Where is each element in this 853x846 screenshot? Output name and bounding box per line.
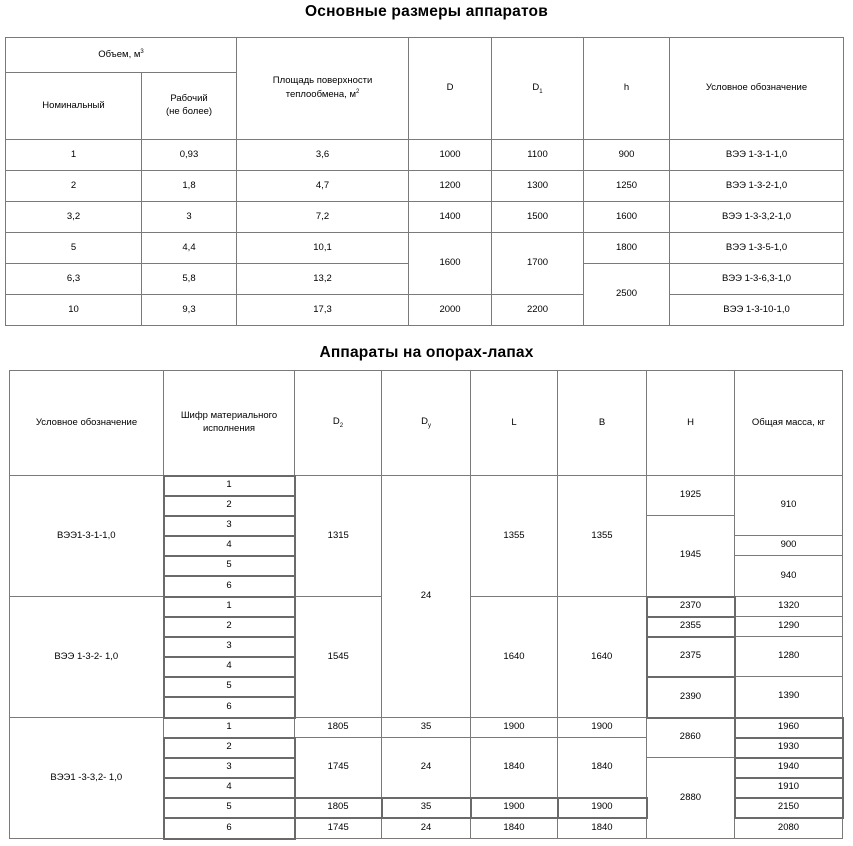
group-designation: ВЭЭ1-3-1-1,0 (10, 476, 164, 597)
table-cell: ВЭЭ 1-3-6,3-1,0 (670, 264, 844, 295)
table-cell: 1390 (735, 677, 843, 718)
table-cell: 10,1 (237, 233, 409, 264)
table-cell: 1840 (558, 738, 647, 798)
working-header: Рабочий (не более) (142, 73, 237, 140)
table-cell: 1805 (295, 798, 382, 818)
table-cell: 900 (735, 536, 843, 556)
table-cell: 1930 (735, 738, 843, 758)
table-cell: 1745 (295, 818, 382, 839)
code-cell: 6 (164, 818, 295, 839)
table1-title: Основные размеры аппаратов (305, 3, 548, 20)
table-cell: 1250 (584, 171, 670, 202)
table-cell: 2500 (584, 264, 670, 326)
mass-header: Общая масса, кг (735, 371, 843, 476)
table-cell: 13,2 (237, 264, 409, 295)
table-cell: 2355 (647, 617, 735, 637)
table-cell: 1745 (295, 738, 382, 798)
table-cell: 910 (735, 476, 843, 536)
table-cell: 2880 (647, 758, 735, 839)
table-cell: 1840 (471, 818, 558, 839)
table-cell: 24 (382, 818, 471, 839)
table-cell: 24 (382, 738, 471, 798)
dimensions-table (5, 37, 844, 326)
d2-header: $D_2$ (295, 371, 382, 476)
table-cell: 2150 (735, 798, 843, 818)
table-cell: 1100 (492, 140, 584, 171)
table-cell: 7,2 (237, 202, 409, 233)
table-cell: 2200 (492, 295, 584, 326)
h-header: h (584, 38, 670, 140)
table-cell: 1280 (735, 637, 843, 677)
table-cell: 1315 (295, 476, 382, 597)
table-cell: 1300 (492, 171, 584, 202)
table-cell: 1940 (735, 758, 843, 778)
table-cell: 1 (6, 140, 142, 171)
designation-header: Условное обозначение (670, 38, 844, 140)
code-cell: 3 (164, 637, 295, 657)
table-cell: 1900 (558, 718, 647, 738)
table-cell: 24 (382, 476, 471, 718)
table-cell: ВЭЭ 1-3-10-1,0 (670, 295, 844, 326)
table-cell: 1640 (558, 597, 647, 718)
code-cell: 5 (164, 677, 295, 697)
table-cell: 4,4 (142, 233, 237, 264)
table-cell: ВЭЭ 1-3-1-1,0 (670, 140, 844, 171)
table-cell: 35 (382, 798, 471, 818)
code-cell: 2 (164, 617, 295, 637)
d1-header: $D_1$ (492, 38, 584, 140)
code-cell: 6 (164, 697, 295, 718)
nominal-header: Номинальный (6, 73, 142, 140)
table-cell: 1545 (295, 597, 382, 718)
code-cell: 4 (164, 778, 295, 798)
code-cell: 3 (164, 758, 295, 778)
table-cell: 1910 (735, 778, 843, 798)
table-cell: 6,3 (6, 264, 142, 295)
table-cell: 3 (142, 202, 237, 233)
code-cell: 2 (164, 738, 295, 758)
code-cell: 4 (164, 657, 295, 677)
table-cell: 1600 (409, 233, 492, 295)
table-cell: 1355 (558, 476, 647, 597)
code-header: Шифр материального исполнения (164, 371, 295, 476)
table-cell: 1200 (409, 171, 492, 202)
group-designation: ВЭЭ 1-3-2- 1,0 (10, 597, 164, 718)
table-cell: 10 (6, 295, 142, 326)
table-cell: 4,7 (237, 171, 409, 202)
b-header: B (558, 371, 647, 476)
table-cell: 940 (735, 556, 843, 597)
table-cell: 1000 (409, 140, 492, 171)
supports-table (9, 370, 844, 840)
hh-header: H (647, 371, 735, 476)
table-cell: 1900 (471, 798, 558, 818)
table-cell: 2860 (647, 718, 735, 758)
volume-header: Объем, $м^3$ (6, 38, 237, 73)
table-cell: 2370 (647, 597, 735, 617)
table-cell: 5 (6, 233, 142, 264)
table-cell: 2000 (409, 295, 492, 326)
table-cell: 2375 (647, 637, 735, 677)
group-designation: ВЭЭ1 -3-3,2- 1,0 (10, 718, 164, 839)
table-cell: 1925 (647, 476, 735, 516)
table-cell: 1600 (584, 202, 670, 233)
code-cell: 5 (164, 556, 295, 576)
table-cell: 5,8 (142, 264, 237, 295)
table-cell: 1290 (735, 617, 843, 637)
table-cell: 1640 (471, 597, 558, 718)
table-cell: 1700 (492, 233, 584, 295)
table-cell: 35 (382, 718, 471, 738)
table-cell: 17,3 (237, 295, 409, 326)
code-cell: 1 (164, 718, 295, 738)
table-cell: 9,3 (142, 295, 237, 326)
designation-header: Условное обозначение (10, 371, 164, 476)
table-cell: ВЭЭ 1-3-5-1,0 (670, 233, 844, 264)
table-cell: 1,8 (142, 171, 237, 202)
table-cell: 2080 (735, 818, 843, 839)
table-cell: 1805 (295, 718, 382, 738)
table-cell: 2 (6, 171, 142, 202)
table-cell: 900 (584, 140, 670, 171)
table-cell: 0,93 (142, 140, 237, 171)
d-header: D (409, 38, 492, 140)
table-cell: 3,6 (237, 140, 409, 171)
table-cell: 1840 (471, 738, 558, 798)
table-cell: 1900 (471, 718, 558, 738)
table-cell: 1945 (647, 516, 735, 597)
code-cell: 3 (164, 516, 295, 536)
table-cell: 1840 (558, 818, 647, 839)
table-cell: 1320 (735, 597, 843, 617)
area-header: Площадь поверхности теплообмена, $м^2$ (237, 38, 409, 140)
table-cell: 1500 (492, 202, 584, 233)
code-cell: 6 (164, 576, 295, 597)
code-cell: 1 (164, 476, 295, 496)
code-cell: 2 (164, 496, 295, 516)
table-cell: 1900 (558, 798, 647, 818)
table-cell: ВЭЭ 1-3-3,2-1,0 (670, 202, 844, 233)
table-cell: 3,2 (6, 202, 142, 233)
code-cell: 1 (164, 597, 295, 617)
table-cell: 1400 (409, 202, 492, 233)
d3-header: $D_у$ (382, 371, 471, 476)
table-cell: 1800 (584, 233, 670, 264)
table-cell: ВЭЭ 1-3-2-1,0 (670, 171, 844, 202)
table2-title: Аппараты на опорах-лапах (319, 344, 534, 361)
l-header: L (471, 371, 558, 476)
code-cell: 4 (164, 536, 295, 556)
code-cell: 5 (164, 798, 295, 818)
table-cell: 2390 (647, 677, 735, 718)
table-cell: 1355 (471, 476, 558, 597)
table-cell: 1960 (735, 718, 843, 738)
